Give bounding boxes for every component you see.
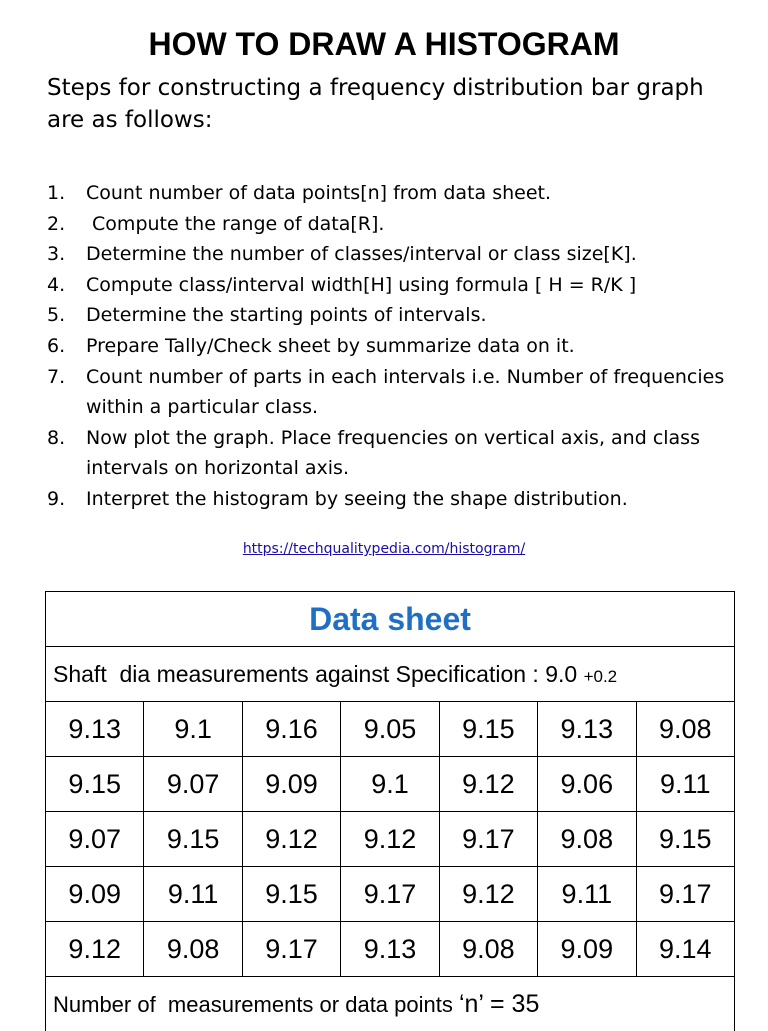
measurement-cell: 9.06 xyxy=(538,757,636,812)
list-item xyxy=(47,270,747,301)
measurement-cell: 9.15 xyxy=(144,812,242,867)
measurement-cell: 9.09 xyxy=(242,757,340,812)
steps-list xyxy=(47,178,747,515)
table-row xyxy=(46,922,735,977)
list-item xyxy=(47,209,747,240)
step-text: Prepare Tally/Check sheet by summarize data on it. xyxy=(86,331,747,362)
step-text: Determine the number of classes/interval or class size[K]. xyxy=(86,239,747,270)
data-rows xyxy=(46,702,735,977)
step-number: 7. xyxy=(47,362,86,423)
measurement-cell: 9.13 xyxy=(341,922,439,977)
step-text: Count number of parts in each intervals i.e. Number of frequencies within a particular class. xyxy=(86,362,747,423)
footer-label: Number of measurements or data points xyxy=(53,992,459,1017)
measurement-cell: 9.09 xyxy=(46,867,144,922)
measurement-cell: 9.11 xyxy=(636,757,734,812)
measurement-cell: 9.15 xyxy=(242,867,340,922)
table-header-row xyxy=(46,592,735,647)
measurement-cell: 9.15 xyxy=(439,702,537,757)
measurement-cell: 9.08 xyxy=(439,922,537,977)
step-text: Compute the range of data[R]. xyxy=(86,209,747,240)
data-sheet-table xyxy=(45,591,735,1031)
step-number: 3. xyxy=(47,239,86,270)
measurement-cell: 9.12 xyxy=(46,922,144,977)
step-text: Interpret the histogram by seeing the shape distribution. xyxy=(86,484,747,515)
list-item xyxy=(47,484,747,515)
sample-size: ‘n’ = 35 xyxy=(459,990,539,1018)
measurement-cell: 9.08 xyxy=(144,922,242,977)
measurement-cell: 9.16 xyxy=(242,702,340,757)
step-number: 8. xyxy=(47,423,86,484)
measurement-cell: 9.1 xyxy=(144,702,242,757)
table-row xyxy=(46,812,735,867)
measurement-cell: 9.15 xyxy=(46,757,144,812)
table-row xyxy=(46,757,735,812)
list-item xyxy=(47,423,747,484)
measurement-cell: 9.15 xyxy=(636,812,734,867)
measurement-cell: 9.11 xyxy=(538,867,636,922)
list-item xyxy=(47,178,747,209)
footer-body xyxy=(46,977,735,1031)
measurement-cell: 9.08 xyxy=(636,702,734,757)
measurement-cell: 9.14 xyxy=(636,922,734,977)
list-item xyxy=(47,362,747,423)
measurement-cell: 9.11 xyxy=(144,867,242,922)
data-sheet-heading: Data sheet xyxy=(46,592,735,647)
step-text: Determine the starting points of intervals. xyxy=(86,300,747,331)
step-number: 9. xyxy=(47,484,86,515)
spec-label: Shaft dia measurements against Specification : 9.0 xyxy=(53,661,584,687)
page-title: HOW TO DRAW A HISTOGRAM xyxy=(0,26,768,63)
step-number: 2. xyxy=(47,209,86,240)
measurement-cell: 9.09 xyxy=(538,922,636,977)
measurement-cell: 9.13 xyxy=(538,702,636,757)
step-number: 4. xyxy=(47,270,86,301)
measurement-cell: 9.08 xyxy=(538,812,636,867)
measurement-cell: 9.13 xyxy=(46,702,144,757)
measurement-cell: 9.12 xyxy=(242,812,340,867)
measurement-cell: 9.17 xyxy=(636,867,734,922)
spec-tolerance: +0.2 xyxy=(584,667,618,686)
reference-link[interactable]: https://techqualitypedia.com/histogram/ xyxy=(243,541,525,557)
spec-cell xyxy=(46,647,735,702)
step-number: 1. xyxy=(47,178,86,209)
measurement-cell: 9.05 xyxy=(341,702,439,757)
step-number: 5. xyxy=(47,300,86,331)
measurement-cell: 9.17 xyxy=(439,812,537,867)
spec-row xyxy=(46,647,735,702)
table-row xyxy=(46,867,735,922)
step-text: Compute class/interval width[H] using formula [ H = R/K ] xyxy=(86,270,747,301)
footer-cell xyxy=(46,977,735,1031)
intro-text: Steps for constructing a frequency distribution bar graph are as follows: xyxy=(47,72,747,136)
measurement-cell: 9.12 xyxy=(439,867,537,922)
step-text: Now plot the graph. Place frequencies on vertical axis, and class intervals on horizontal axis. xyxy=(86,423,747,484)
measurement-cell: 9.12 xyxy=(439,757,537,812)
measurement-cell: 9.1 xyxy=(341,757,439,812)
list-item xyxy=(47,300,747,331)
reference-link-container xyxy=(0,541,768,557)
step-text: Count number of data points[n] from data sheet. xyxy=(86,178,747,209)
measurement-cell: 9.17 xyxy=(242,922,340,977)
measurement-cell: 9.07 xyxy=(144,757,242,812)
list-item xyxy=(47,331,747,362)
measurement-cell: 9.07 xyxy=(46,812,144,867)
table-row xyxy=(46,702,735,757)
list-item xyxy=(47,239,747,270)
measurement-cell: 9.12 xyxy=(341,812,439,867)
footer-row xyxy=(46,977,735,1031)
step-number: 6. xyxy=(47,331,86,362)
measurement-cell: 9.17 xyxy=(341,867,439,922)
